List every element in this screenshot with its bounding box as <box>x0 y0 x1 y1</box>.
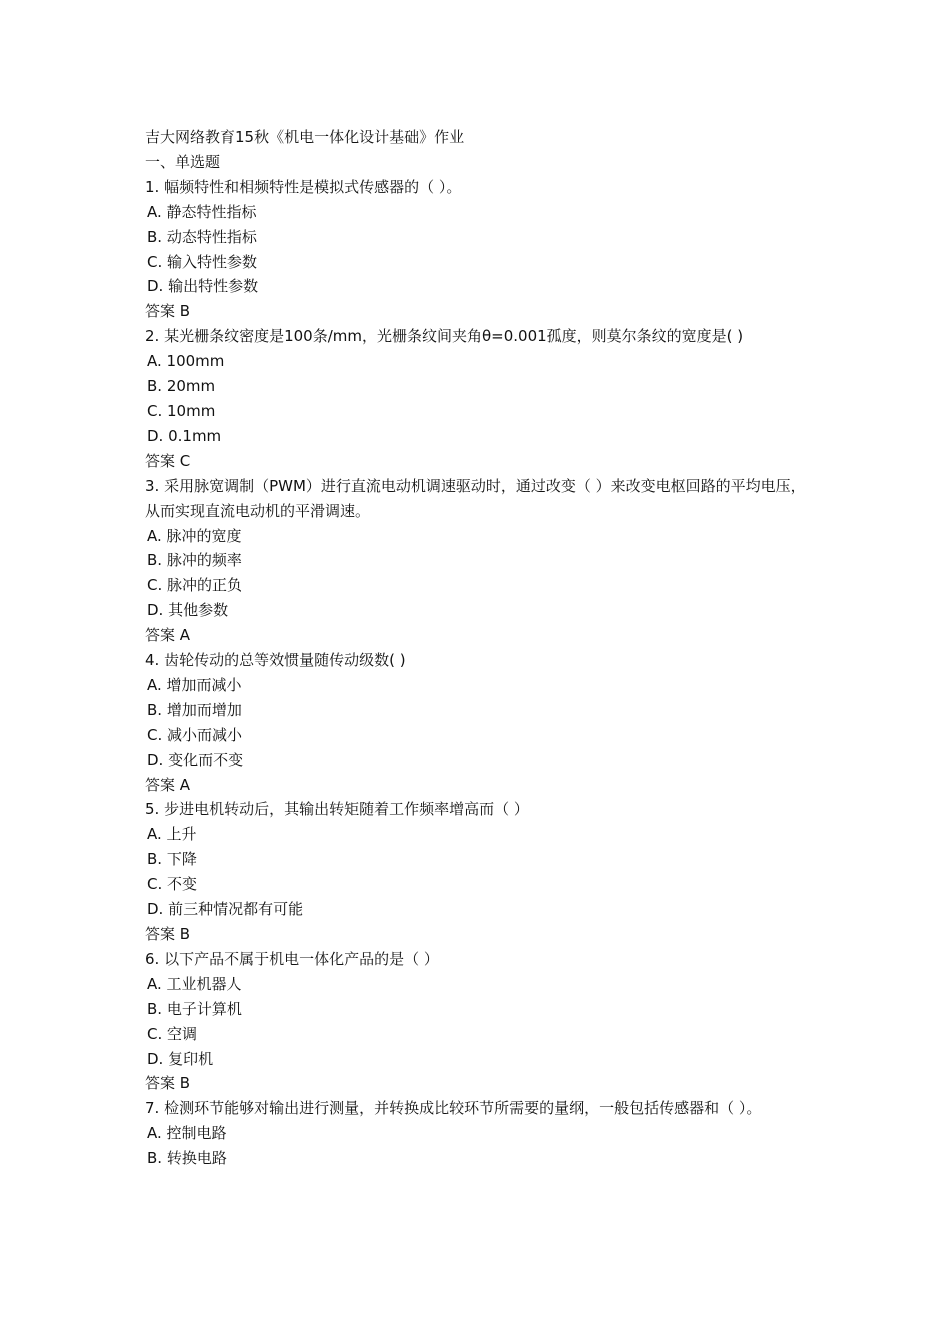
option-c: C. 10mm <box>147 401 216 420</box>
question-text: 7. 检测环节能够对输出进行测量，并转换成比较环节所需要的量纲，一般包括传感器和（ ）。 <box>145 1099 762 1118</box>
question-block <box>145 947 810 1096</box>
option-a: A. 上升 <box>147 825 197 844</box>
question-block <box>145 324 810 473</box>
option-d: D. 0.1mm <box>147 426 222 445</box>
section-heading: 一、单选题 <box>145 152 221 171</box>
option-b: B. 电子计算机 <box>147 999 242 1018</box>
answer-line: 答案 A <box>145 626 191 645</box>
question-text: 3. 采用脉宽调制（PWM）进行直流电动机调速驱动时，通过改变（ ）来改变电枢回路的平均电压，从而实现直流电动机的平滑调速。 <box>145 476 806 520</box>
option-a: A. 工业机器人 <box>147 974 242 993</box>
option-d: D. 复印机 <box>147 1049 214 1068</box>
option-a: A. 静态特性指标 <box>147 202 257 221</box>
question-text: 5. 步进电机转动后，其输出转矩随着工作频率增高而（ ） <box>145 800 529 819</box>
answer-line: 答案 C <box>145 451 191 470</box>
question-block <box>145 175 810 324</box>
option-c: C. 减小而减小 <box>147 725 243 744</box>
question-text: 2. 某光栅条纹密度是100条/mm，光栅条纹间夹角θ=0.001孤度，则莫尔条纹的宽度是( ) <box>145 327 744 346</box>
option-b: B. 20mm <box>147 377 216 396</box>
document-title: 吉大网络教育15秋《机电一体化设计基础》作业 <box>145 128 465 146</box>
option-a: A. 增加而减小 <box>147 675 242 694</box>
question-text: 1. 幅频特性和相频特性是模拟式传感器的（ ）。 <box>145 177 462 196</box>
option-c: C. 脉冲的正负 <box>147 576 243 595</box>
option-b: B. 增加而增加 <box>147 700 242 719</box>
option-c: C. 不变 <box>147 875 198 894</box>
answer-line: 答案 B <box>145 302 191 321</box>
option-b: B. 脉冲的频率 <box>147 551 242 570</box>
option-d: D. 变化而不变 <box>147 750 244 769</box>
option-d: D. 前三种情况都有可能 <box>147 900 304 919</box>
option-b: B. 下降 <box>147 850 197 869</box>
question-block <box>145 1096 810 1171</box>
option-b: B. 动态特性指标 <box>147 227 257 246</box>
question-text: 6. 以下产品不属于机电一体化产品的是（ ） <box>145 949 439 968</box>
option-d: D. 输出特性参数 <box>147 277 259 296</box>
option-a: A. 控制电路 <box>147 1124 227 1143</box>
option-c: C. 输入特性参数 <box>147 252 258 271</box>
option-c: C. 空调 <box>147 1024 198 1043</box>
answer-line: 答案 A <box>145 775 191 794</box>
question-block <box>145 648 810 797</box>
answer-line: 答案 B <box>145 1074 191 1093</box>
answer-line: 答案 B <box>145 925 191 943</box>
question-block <box>145 797 810 946</box>
option-b: B. 转换电路 <box>147 1149 227 1168</box>
option-a: A. 脉冲的宽度 <box>147 526 242 545</box>
document-page <box>145 125 810 1171</box>
option-d: D. 其他参数 <box>147 601 229 620</box>
option-a: A. 100mm <box>147 352 225 371</box>
question-block <box>145 474 810 648</box>
question-text: 4. 齿轮传动的总等效惯量随传动级数( ) <box>145 651 406 670</box>
